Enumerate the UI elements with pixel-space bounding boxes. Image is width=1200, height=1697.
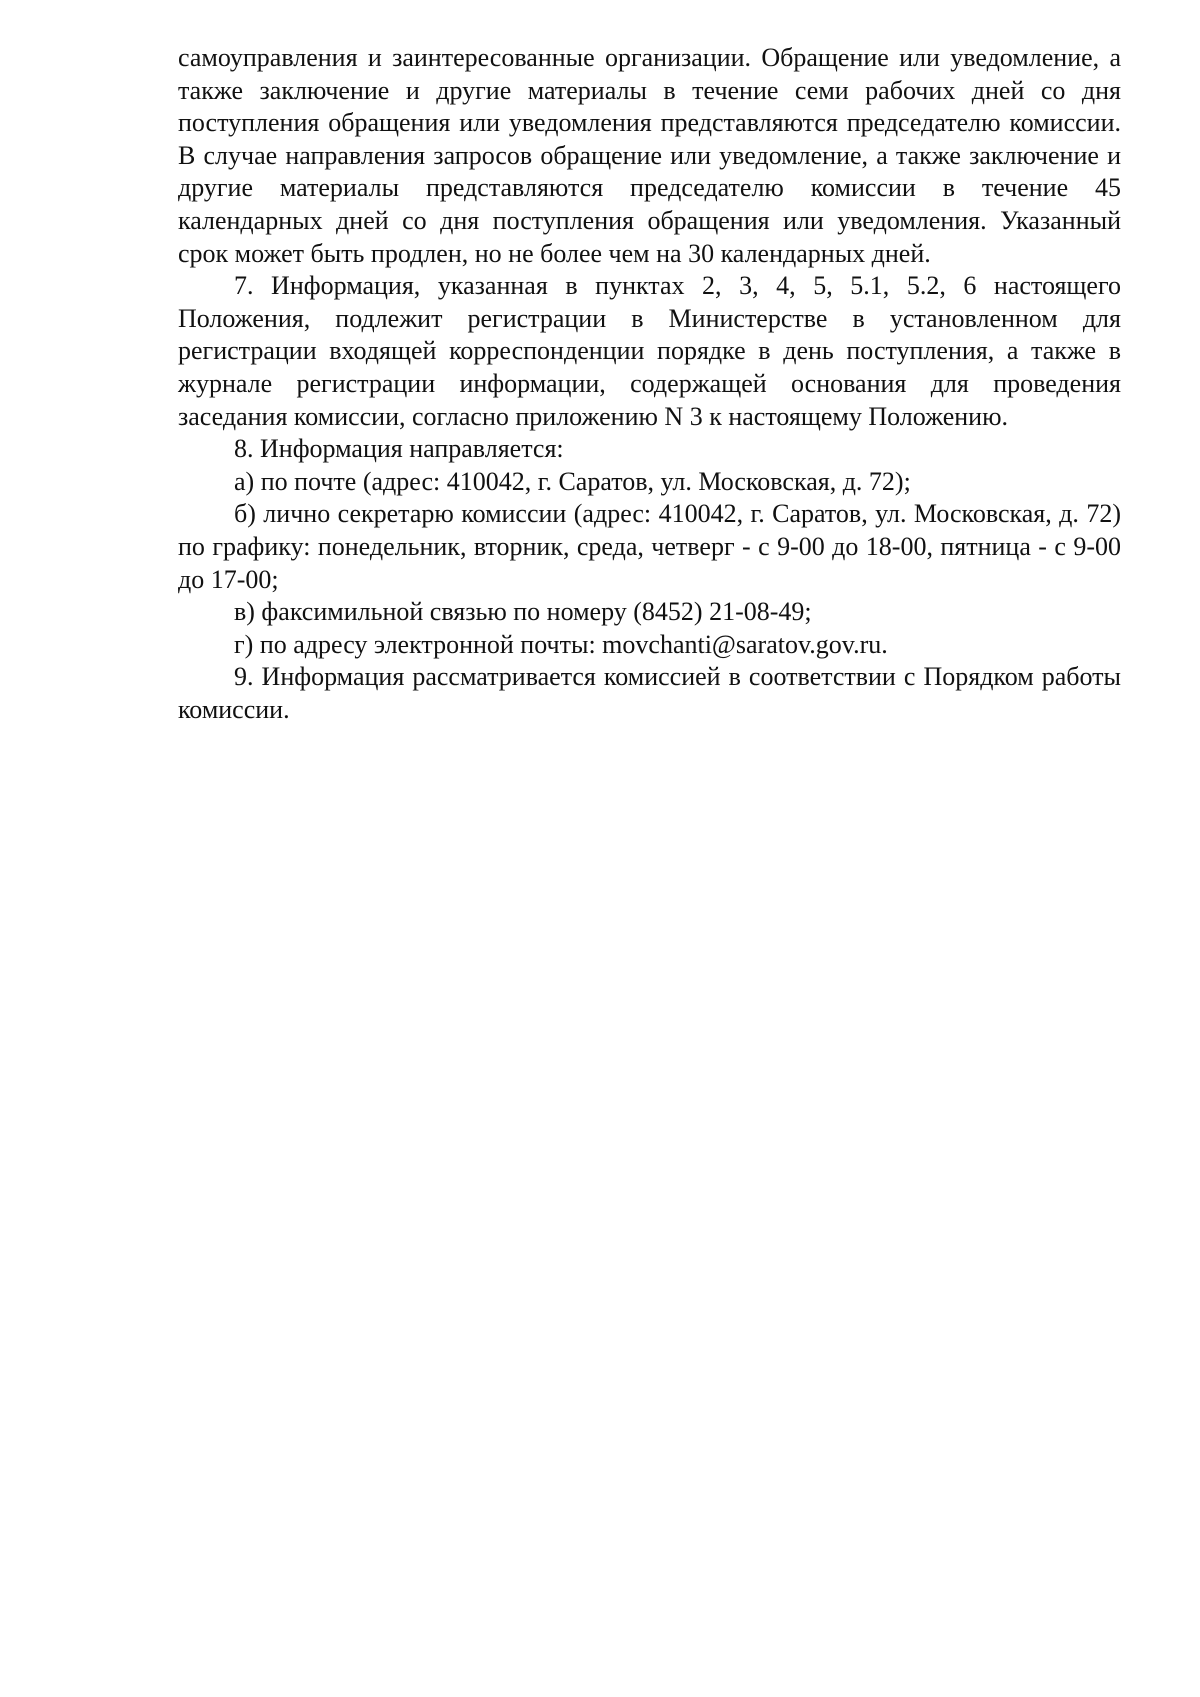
paragraph-item-8v: в) факсимильной связью по номеру (8452) 21-08-49; xyxy=(234,597,812,627)
paragraph-continuation: самоуправления и заинтересованные организации. Обращение или уведомление, а также заключение и другие материалы в течение семи рабочих дней со дня поступления обращения или уведомления представляются председателю комиссии. В случае направления запросов обращение или уведомление, а также заключение и другие материалы представляются председателю комиссии в течение 45 календарных дней со дня поступления обращения или уведомления. Указанный срок может быть продлен, но не более чем на 30 календарных дней. xyxy=(178,43,1121,268)
document-body xyxy=(178,42,1121,726)
paragraph-item-7: 7. Информация, указанная в пунктах 2, 3, 4, 5, 5.1, 5.2, 6 настоящего Положения, подлежит регистрации в Министерстве в установленном для регистрации входящей корреспонденции порядке в день поступления, а также в журнале регистрации информации, содержащей основания для проведения заседания комиссии, согласно приложению N 3 к настоящему Положению. xyxy=(178,271,1121,431)
paragraph-item-8g: г) по адресу электронной почты: movchanti@saratov.gov.ru. xyxy=(234,629,888,659)
paragraph-item-8b: б) лично секретарю комиссии (адрес: 410042, г. Саратов, ул. Московская, д. 72) по графику: понедельник, вторник, среда, четверг - с 9-00 до 18-00, пятница - с 9-00 до 17-00; xyxy=(178,499,1121,594)
paragraph-item-9: 9. Информация рассматривается комиссией в соответствии с Порядком работы комиссии. xyxy=(178,662,1121,724)
paragraph-item-8a: а) по почте (адрес: 410042, г. Саратов, ул. Московская, д. 72); xyxy=(234,466,911,496)
paragraph-item-8: 8. Информация направляется: xyxy=(234,434,564,464)
